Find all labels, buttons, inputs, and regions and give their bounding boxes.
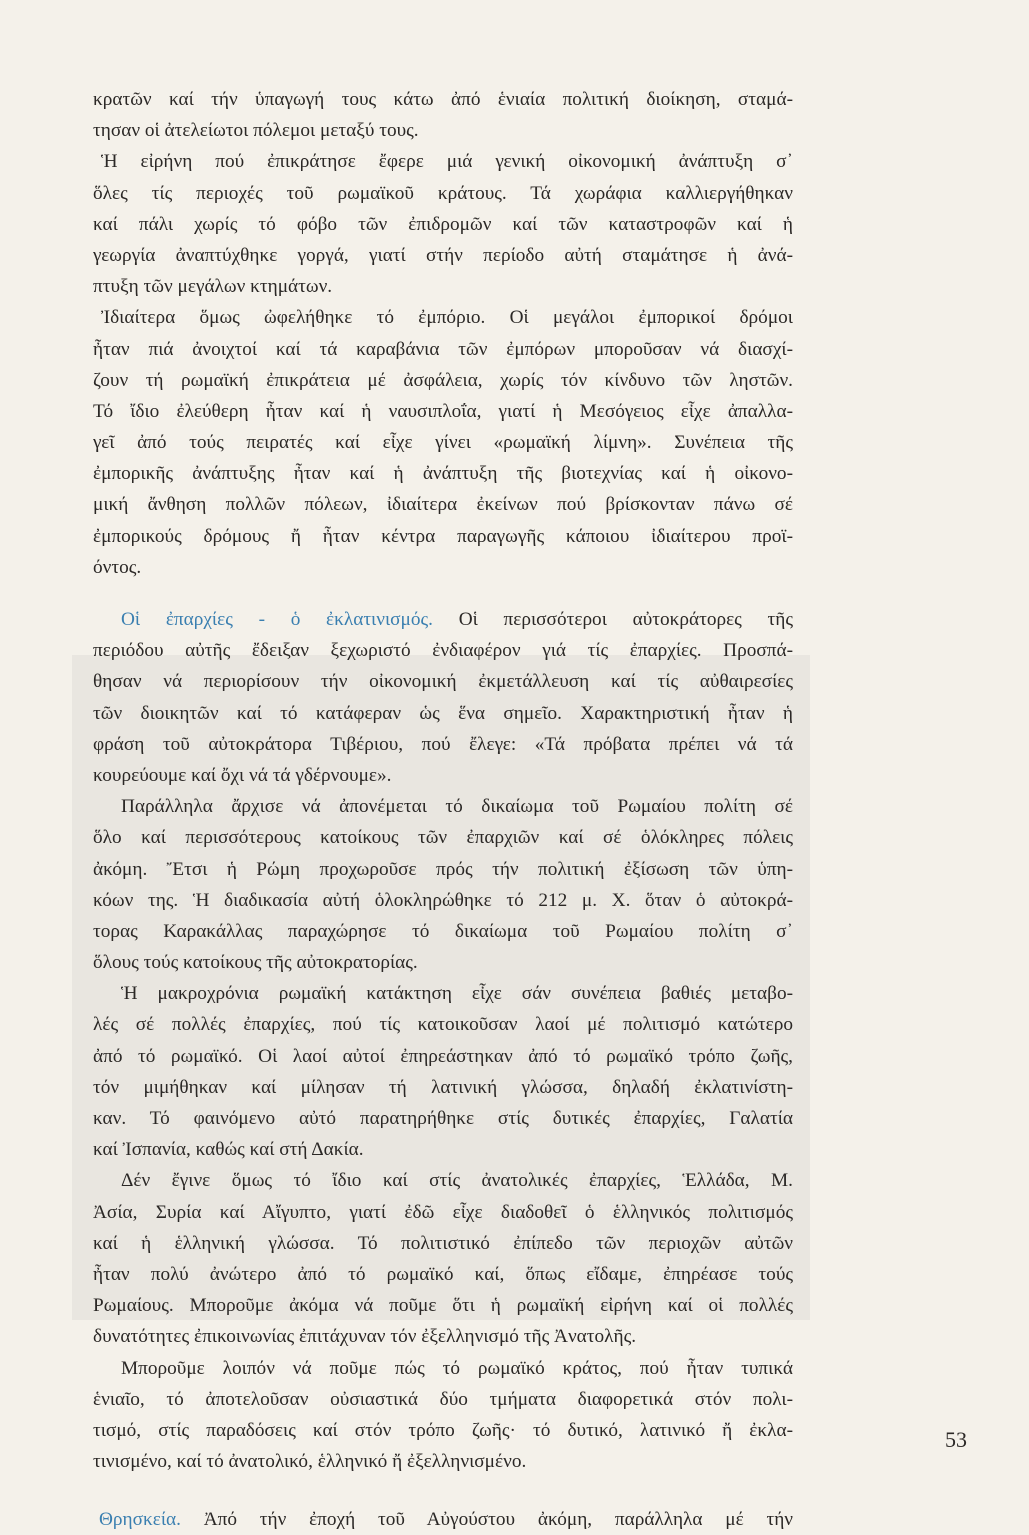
text-line: ζουν τή ρωμαϊκή ἐπικράτεια μέ ἀσφάλεια, χωρίς τόν κίνδυνο τῶν ληστῶν. <box>93 369 793 391</box>
text-line: τινισμένο, καί τό ἀνατολικό, ἑλληνικό ἤ ἐξελληνισμένο. <box>93 1451 527 1473</box>
text-line: θησαν νά περιορίσουν τήν οἰκονομική ἐκμετάλλευση καί τίς αὐθαιρεσίες <box>93 671 793 693</box>
text-line: τόν μιμήθηκαν καί μίλησαν τή λατινική γλώσσα, δηλαδή ἐκλατινίστη- <box>93 1076 793 1098</box>
text-run: Ἀπό τήν ἐποχή τοῦ Αὐγούστου ἀκόμη, παράλληλα μέ τήν <box>203 1509 793 1531</box>
page-number: 53 <box>945 1427 967 1452</box>
text-line: ἦταν πολύ ἀνώτερο ἀπό τό ρωμαϊκό καί, ὅπως εἴδαμε, ἐπηρέασε τούς <box>93 1263 793 1285</box>
section-heading-religion: Θρησκεία. <box>99 1509 181 1531</box>
text-line: δυνατότητες ἐπικοινωνίας ἐπιτάχυναν τόν ἐξελληνισμό τῆς Ἀνατολῆς. <box>93 1326 637 1348</box>
text-line: λές σέ πολλές ἐπαρχίες, πού τίς κατοικοῦσαν λαοί μέ πολιτισμό κατώτερο <box>93 1014 793 1036</box>
text-line: καί ἡ ἑλληνική γλώσσα. Τό πολιτιστικό ἐπίπεδο τῶν περιοχῶν αὐτῶν <box>93 1232 793 1254</box>
text-line: ἑνιαῖο, τό ἀποτελοῦσαν οὐσιαστικά δύο τμήματα διαφορετικά στόν πολι- <box>93 1388 793 1410</box>
text-line: μική ἄνθηση πολλῶν πόλεων, ἰδιαίτερα ἐκείνων πού βρίσκονταν πάνω σέ <box>93 494 793 516</box>
text-line: ἀπό τό ρωμαϊκό. Οἱ λαοί αὐτοί ἐπηρεάστηκαν ἀπό τό ρωμαϊκό τρόπο ζωῆς, <box>93 1045 793 1067</box>
text-line: τισμό, στίς παραδόσεις καί στόν τρόπο ζωῆς· τό δυτικό, λατινικό ἤ ἐκλα- <box>93 1419 793 1441</box>
text-line: Ἀσία, Συρία καί Αἴγυπτο, γιατί ἐδῶ εἶχε διαδοθεῖ ὁ ἑλληνικός πολιτισμός <box>93 1201 793 1223</box>
text-line: κόων της. Ἡ διαδικασία αὐτή ὁλοκληρώθηκε τό 212 μ. Χ. ὅταν ὁ αὐτοκρά- <box>93 889 793 911</box>
text-run: Οἱ περισσότεροι αὐτοκράτορες τῆς <box>458 609 793 630</box>
text-line: τῶν διοικητῶν καί τό κατάφεραν ὡς ἕνα σημεῖο. Χαρακτηριστική ἦταν ἡ <box>93 702 793 724</box>
section-first-line <box>93 1504 793 1535</box>
text-line: τησαν οἱ ἀτελείωτοι πόλεμοι μεταξύ τους. <box>93 120 419 142</box>
text-line: Ρωμαίους. Μποροῦμε ἀκόμα νά ποῦμε ὅτι ἡ ρωμαϊκή εἰρήνη καί οἱ πολλές <box>93 1295 793 1317</box>
text-line: Παράλληλα ἄρχισε νά ἀπονέμεται τό δικαίωμα τοῦ Ρωμαίου πολίτη σέ <box>121 796 793 818</box>
text-line: ὅλους τούς κατοίκους τῆς αὐτοκρατορίας. <box>93 952 418 974</box>
text-line: γεῖ ἀπό τούς πειρατές καί εἶχε γίνει «ρωμαϊκή λίμνη». Συνέπεια τῆς <box>93 432 793 454</box>
text-line: Δέν ἔγινε ὅμως τό ἴδιο καί στίς ἀνατολικές ἐπαρχίες, Ἑλλάδα, Μ. <box>121 1170 793 1192</box>
text-line: ἦταν πιά ἀνοιχτοί καί τά καραβάνια τῶν ἐμπόρων μποροῦσαν νά διασχί- <box>93 338 793 360</box>
text-line: περιόδου αὐτῆς ἔδειξαν ξεχωριστό ἐνδιαφέρον γιά τίς ἐπαρχίες. Προσπά- <box>93 640 793 662</box>
text-line: ὅλες τίς περιοχές τοῦ ρωμαϊκοῦ κράτους. Τά χωράφια καλλιεργήθηκαν <box>93 182 793 204</box>
text-line: καί Ἰσπανία, καθώς καί στή Δακία. <box>93 1139 364 1161</box>
text-line: ὅλο καί περισσότερους κατοίκους τῶν ἐπαρχιῶν καί σέ ὁλόκληρες πόλεις <box>93 827 793 849</box>
text-line: κουρεύουμε καί ὄχι νά τά γδέρνουμε». <box>93 764 392 786</box>
text-line: Ἡ μακροχρόνια ρωμαϊκή κατάκτηση εἶχε σάν συνέπεια βαθιές μεταβο- <box>121 983 793 1005</box>
text-line: Τό ἴδιο ἐλεύθερη ἦταν καί ἡ ναυσιπλοΐα, γιατί ἡ Μεσόγειος εἶχε ἀπαλλα- <box>93 400 793 422</box>
text-line: Ἰδιαίτερα ὅμως ὠφελήθηκε τό ἐμπόριο. Οἱ μεγάλοι ἐμπορικοί δρόμοι <box>101 307 793 329</box>
text-line: καν. Τό φαινόμενο αὐτό παρατηρήθηκε στίς δυτικές ἐπαρχίες, Γαλατία <box>93 1108 793 1129</box>
body-text <box>93 84 793 1535</box>
text-line: πτυξη τῶν μεγάλων κτημάτων. <box>93 276 333 298</box>
section-first-line <box>93 604 793 635</box>
text-line: φράση τοῦ αὐτοκράτορα Τιβέριου, πού ἔλεγε: «Τά πρόβατα πρέπει νά τά <box>93 733 793 755</box>
text-line: ἀκόμη. Ἔτσι ἡ Ρώμη προχωροῦσε πρός τήν πολιτική ἐξίσωση τῶν ὑπη- <box>93 858 793 880</box>
section-heading-provinces: Οἱ ἐπαρχίες - ὁ ἐκλατινισμός. <box>121 609 433 630</box>
text-line: καί πάλι χωρίς τό φόβο τῶν ἐπιδρομῶν καί τῶν καταστροφῶν καί ἡ <box>93 213 793 235</box>
text-line: γεωργία ἀναπτύχθηκε γοργά, γιατί στήν περίοδο αὐτή σταμάτησε ἡ ἀνά- <box>93 244 793 266</box>
text-line: όντος. <box>93 556 142 578</box>
text-line: ἐμπορικῆς ἀνάπτυξης ἦταν καί ἡ ἀνάπτυξη τῆς βιοτεχνίας καί ἡ οἰκονο- <box>93 463 793 485</box>
text-line: τορας Καρακάλλας παραχώρησε τό δικαίωμα τοῦ Ρωμαίου πολίτη σ᾿ <box>93 920 793 942</box>
text-line: ἐμπορικούς δρόμους ἤ ἦταν κέντρα παραγωγῆς κάποιου ἰδιαίτερου προϊ- <box>93 525 793 547</box>
text-line: Ἡ εἰρήνη πού ἐπικράτησε ἔφερε μιά γενική οἰκονομική ἀνάπτυξη σ᾿ <box>101 151 793 173</box>
text-line: κρατῶν καί τήν ὑπαγωγή τους κάτω ἀπό ἑνιαία πολιτική διοίκηση, σταμά- <box>93 89 793 110</box>
text-line: Μποροῦμε λοιπόν νά ποῦμε πώς τό ρωμαϊκό κράτος, πού ἦταν τυπικά <box>121 1357 793 1379</box>
